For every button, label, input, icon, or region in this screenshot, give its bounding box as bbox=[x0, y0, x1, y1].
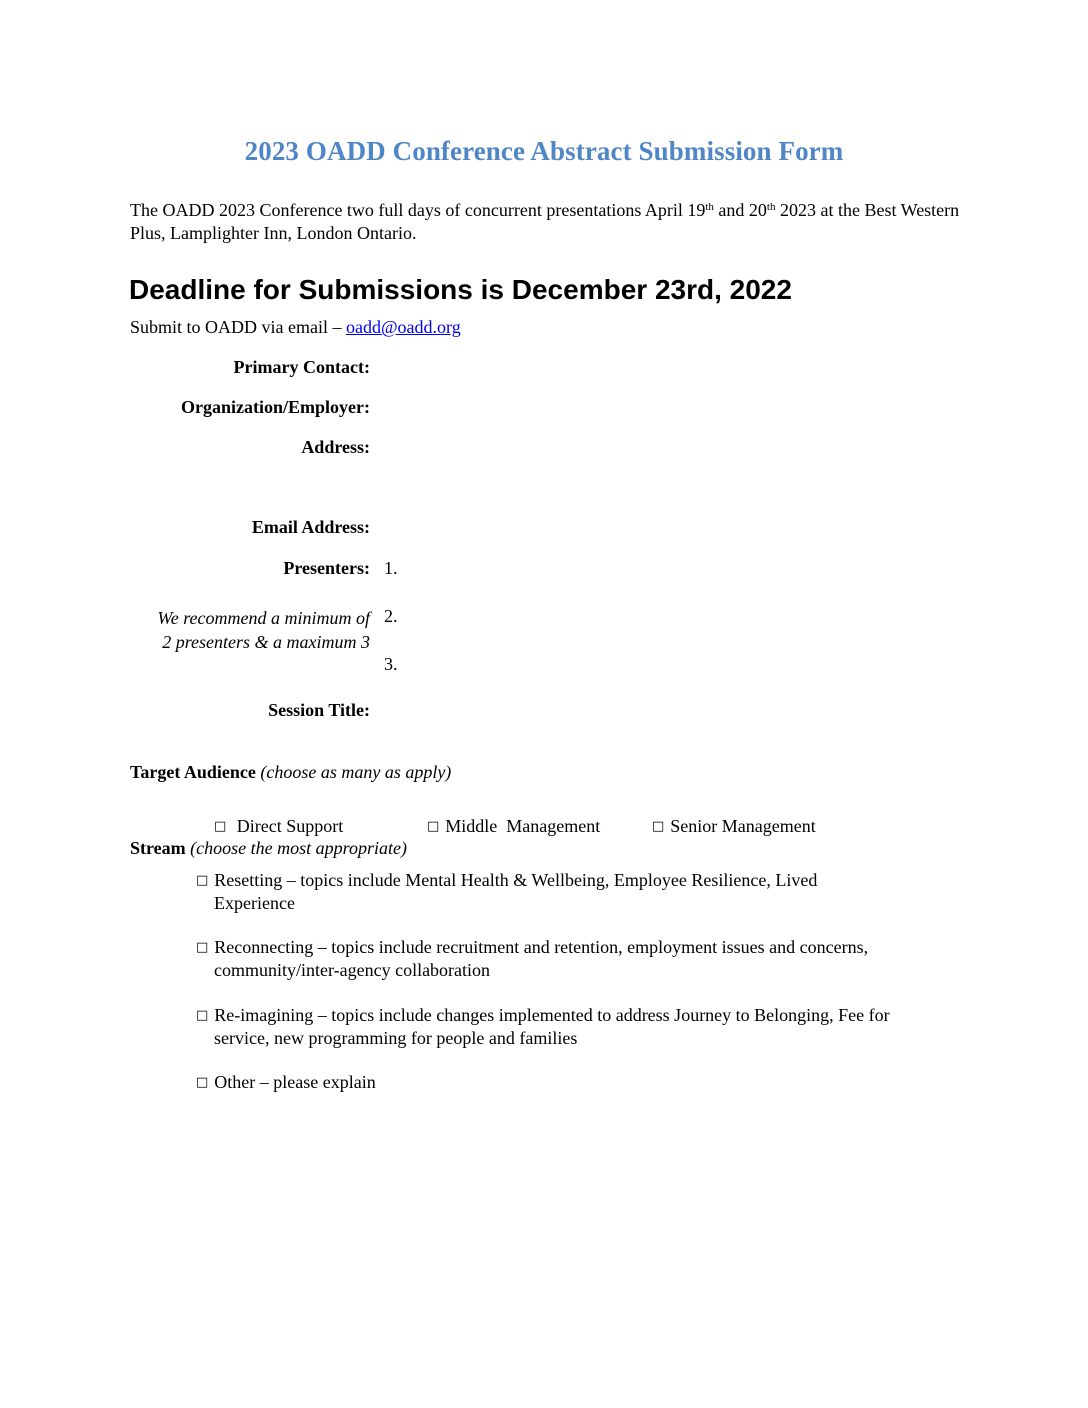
stream-option-line-2: Experience bbox=[214, 893, 295, 913]
checkbox-icon[interactable]: □ bbox=[196, 873, 209, 888]
presenters-label: Presenters: bbox=[283, 558, 370, 578]
intro-sup-1: th bbox=[705, 201, 714, 213]
stream-option-other[interactable] bbox=[196, 1071, 956, 1094]
presenter-number-3: 3. bbox=[384, 654, 398, 674]
presenter-note-line-1: We recommend a minimum of bbox=[157, 608, 370, 628]
stream-hint: (choose the most appropriate) bbox=[190, 838, 407, 858]
stream-option-reconnecting[interactable] bbox=[196, 936, 956, 981]
intro-sup-2: th bbox=[766, 201, 776, 213]
audience-option-label: Direct Support bbox=[236, 816, 344, 836]
form-title: 2023 OADD Conference Abstract Submission Form bbox=[244, 136, 844, 166]
intro-text-2: and 20 bbox=[713, 200, 767, 220]
deadline-heading: Deadline for Submissions is December 23rd, 2022 bbox=[129, 274, 792, 305]
checkbox-icon[interactable]: □ bbox=[652, 819, 665, 834]
address-label: Address: bbox=[301, 437, 370, 457]
target-audience-hint: (choose as many as apply) bbox=[260, 762, 452, 782]
intro-text-3: 2023 at the Best Western Plus, Lamplighter Inn, London Ontario. bbox=[130, 200, 960, 243]
audience-option-label: Middle Management bbox=[445, 816, 601, 836]
audience-option-label: Senior Management bbox=[670, 816, 816, 836]
primary-contact-label: Primary Contact: bbox=[233, 357, 370, 377]
stream-title: Stream bbox=[130, 838, 186, 858]
stream-option-line-1: Re-imagining – topics include changes implemented to address Journey to Belonging, Fee for bbox=[214, 1005, 890, 1025]
stream-option-line-2: community/inter-agency collaboration bbox=[214, 960, 491, 980]
checkbox-icon[interactable]: □ bbox=[427, 819, 440, 834]
stream-option-line-1: Resetting – topics include Mental Health & Wellbeing, Employee Resilience, Lived bbox=[214, 870, 818, 890]
intro-paragraph bbox=[130, 199, 960, 245]
stream-option-line-2: service, new programming for people and families bbox=[214, 1028, 578, 1048]
presenter-note-line-2: 2 presenters & a maximum 3 bbox=[162, 632, 370, 652]
presenter-note bbox=[157, 606, 370, 654]
checkbox-icon[interactable]: □ bbox=[196, 1008, 209, 1023]
session-title-label: Session Title: bbox=[268, 700, 370, 720]
intro-text-1: The OADD 2023 Conference two full days of concurrent presentations April 19 bbox=[130, 200, 706, 220]
email-link[interactable]: oadd@oadd.org bbox=[345, 317, 461, 337]
email-address-label: Email Address: bbox=[251, 517, 370, 537]
stream-option-reimagining[interactable] bbox=[196, 1004, 956, 1049]
stream-option-line-1: Reconnecting – topics include recruitment and retention, employment issues and concerns, bbox=[214, 937, 869, 957]
stream-option-line-1: Other – please explain bbox=[214, 1072, 376, 1092]
stream-heading bbox=[130, 838, 407, 859]
organization-label: Organization/Employer: bbox=[181, 397, 370, 417]
stream-option-resetting[interactable] bbox=[196, 869, 956, 914]
audience-option-senior-management[interactable] bbox=[634, 795, 816, 858]
audience-option-middle-management[interactable] bbox=[409, 795, 600, 858]
presenter-number-1: 1. bbox=[384, 558, 398, 578]
submit-line bbox=[130, 317, 461, 338]
checkbox-icon[interactable]: □ bbox=[196, 940, 209, 955]
checkbox-icon[interactable]: □ bbox=[196, 1075, 209, 1090]
submit-text: Submit to OADD via email – bbox=[130, 317, 346, 337]
target-audience-heading bbox=[130, 762, 451, 783]
target-audience-title: Target Audience bbox=[130, 762, 256, 782]
presenter-number-2: 2. bbox=[384, 606, 398, 626]
checkbox-icon[interactable]: □ bbox=[214, 819, 227, 834]
